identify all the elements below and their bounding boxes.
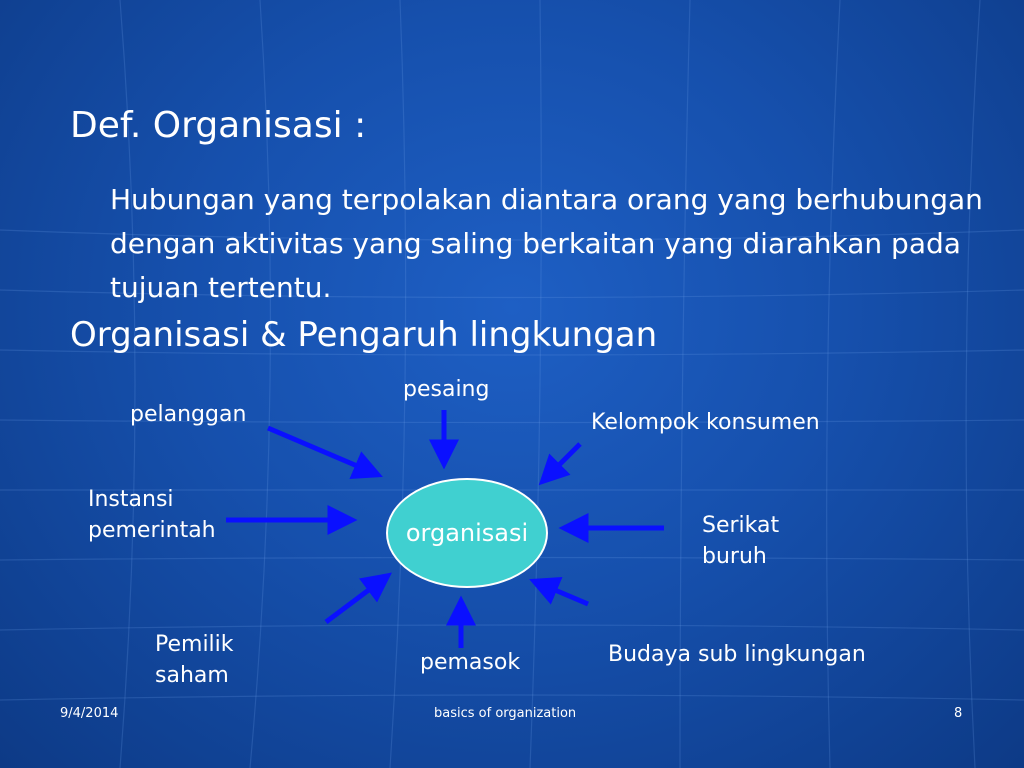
arrow-pemilik (326, 577, 386, 622)
node-pemasok: pemasok (420, 650, 521, 675)
definition-text: Hubungan yang terpolakan diantara orang yang berhubungan dengan aktivitas yang saling berkaitan yang diarahkan pada tujuan tertentu. (110, 183, 983, 304)
slide-subtitle: Organisasi & Pengaruh lingkungan (70, 315, 658, 355)
node-serikat-buruh: Serikat buruh (702, 513, 780, 569)
node-pelanggan: pelanggan (130, 402, 247, 427)
footer-date: 9/4/2014 (60, 706, 119, 721)
node-instansi-pemerintah: Instansi pemerintah (88, 487, 216, 543)
node-budaya: Budaya sub lingkungan (608, 642, 866, 667)
footer-page-number: 8 (954, 706, 963, 721)
slide-title: Def. Organisasi : (70, 105, 367, 146)
footer-caption: basics of organization (434, 706, 577, 721)
node-kelompok-konsumen: Kelompok konsumen (591, 410, 820, 435)
arrow-kelompok-konsumen (544, 444, 580, 480)
center-label: organisasi (405, 519, 529, 547)
arrow-pelanggan (268, 428, 376, 474)
node-pemilik-saham: Pemilik saham (155, 632, 234, 688)
node-pesaing: pesaing (403, 377, 490, 402)
